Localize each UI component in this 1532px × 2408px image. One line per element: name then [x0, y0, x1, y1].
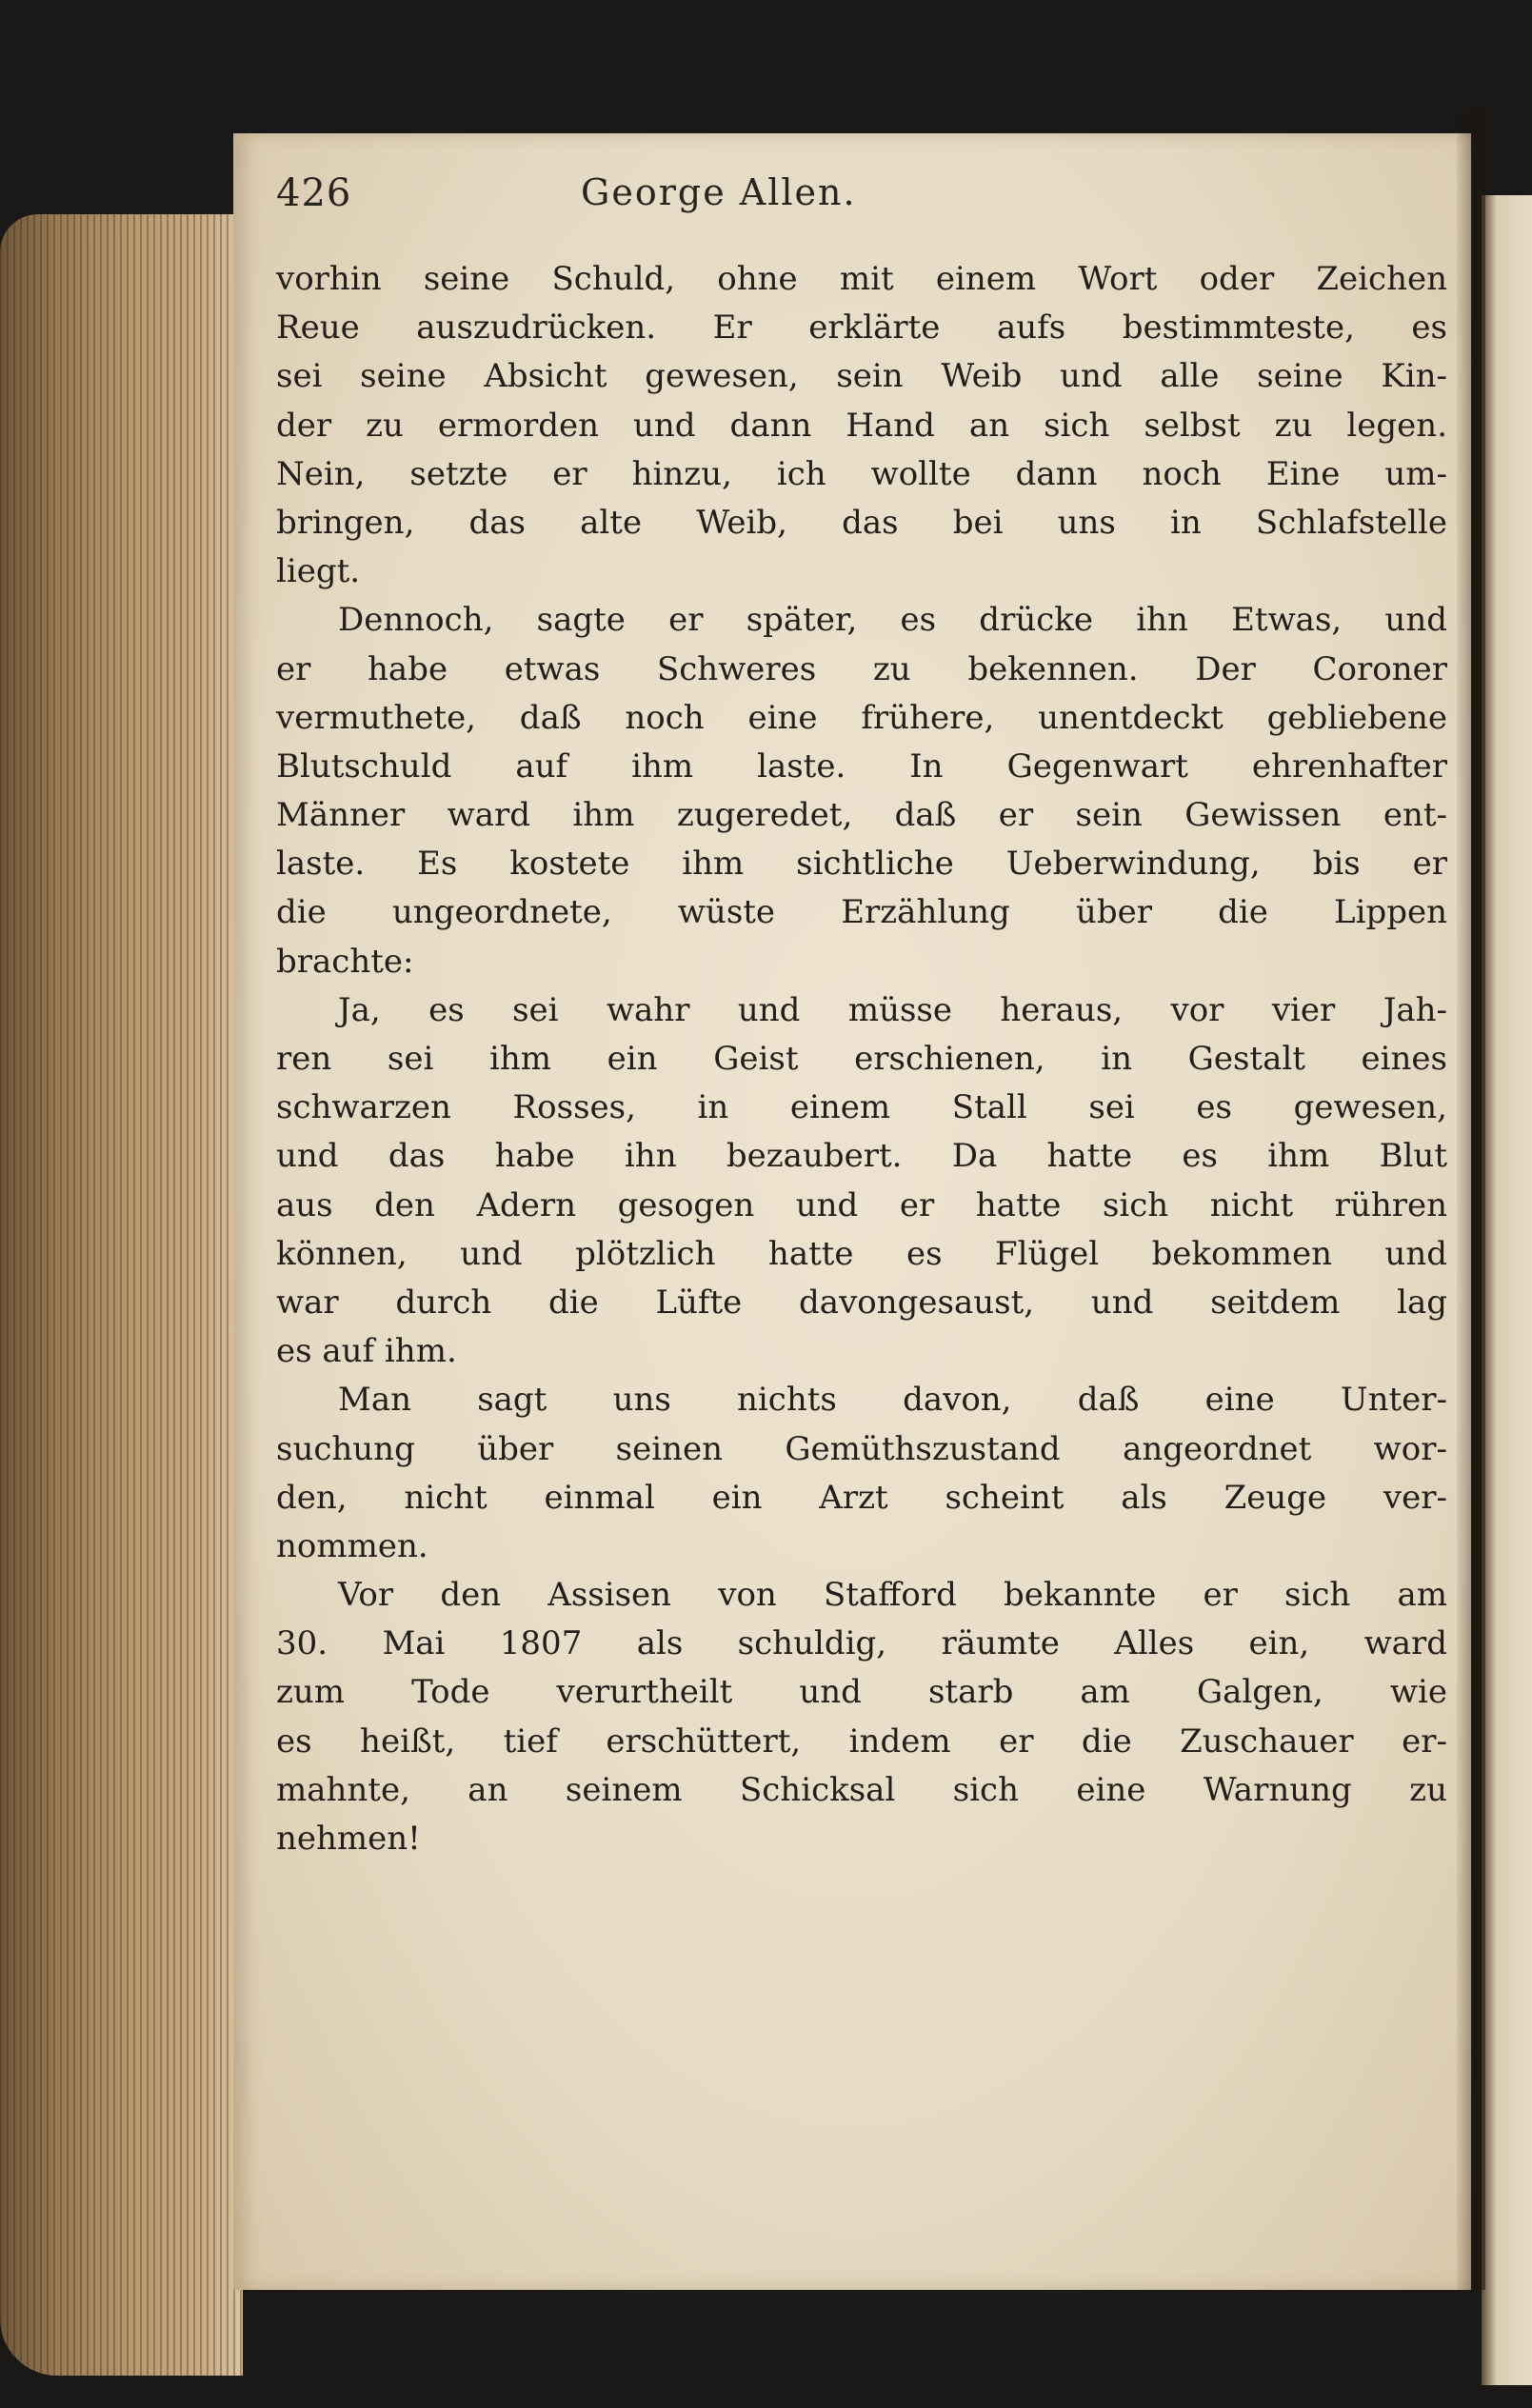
text-line: die ungeordnete, wüste Erzählung über die Lippen [276, 893, 1447, 932]
body-text [276, 255, 1447, 1863]
text-line: können, und plötzlich hatte es Flügel bekommen und [276, 1234, 1447, 1273]
text-line: Nein, setzte er hinzu, ich wollte dann noch Eine um- [276, 454, 1447, 493]
text-line: laste. Es kostete ihm sichtliche Ueberwindung, bis er [276, 845, 1447, 884]
text-line: Männer ward ihm zugeredet, daß er sein Gewissen ent- [276, 796, 1447, 835]
text-line: bringen, das alte Weib, das bei uns in Schlafstelle [276, 503, 1447, 542]
text-line: Blutschuld auf ihm laste. In Gegenwart ehrenhafter [276, 746, 1447, 786]
text-line: ren sei ihm ein Geist erschienen, in Gestalt eines [276, 1040, 1447, 1078]
text-line: mahnte, an seinem Schicksal sich eine Warnung zu [276, 1770, 1447, 1809]
text-line: schwarzen Rosses, in einem Stall sei es gewesen, [276, 1088, 1447, 1127]
text-line: 30. Mai 1807 als schuldig, räumte Alles ein, ward [276, 1624, 1447, 1663]
spine-shadow [1457, 109, 1485, 2290]
running-head [276, 171, 943, 238]
text-line: den, nicht einmal ein Arzt scheint als Zeuge ver- [276, 1478, 1447, 1517]
text-line: nommen. [276, 1526, 428, 1565]
text-line: vermuthete, daß noch eine frühere, unentdeckt gebliebene [276, 698, 1447, 737]
page-edges [0, 214, 243, 2376]
page-number: 426 [276, 171, 352, 215]
text-line: Dennoch, sagte er später, es drücke ihn Etwas, und [338, 601, 1447, 640]
text-line: es auf ihm. [276, 1332, 457, 1371]
text-line: der zu ermorden und dann Hand an sich selbst zu legen. [276, 406, 1447, 445]
text-line: Man sagt uns nichts davon, daß eine Unter- [338, 1381, 1447, 1420]
running-title: George Allen. [581, 171, 857, 213]
facing-page-edge [1482, 195, 1532, 2385]
text-line: sei seine Absicht gewesen, sein Weib und alle seine Kin- [276, 357, 1447, 396]
text-line: zum Tode verurtheilt und starb am Galgen, wie [276, 1673, 1447, 1712]
text-line: es heißt, tief erschüttert, indem er die Zuschauer er- [276, 1721, 1447, 1761]
text-line: Reue auszudrücken. Er erklärte aufs bestimmteste, es [276, 308, 1447, 348]
text-line: brachte: [276, 942, 414, 981]
text-line: nehmen! [276, 1820, 421, 1858]
text-line: Vor den Assisen von Stafford bekannte er sich am [338, 1576, 1447, 1615]
text-line: aus den Adern gesogen und er hatte sich nicht rühren [276, 1185, 1447, 1224]
text-line: vorhin seine Schuld, ohne mit einem Wort oder Zeichen [276, 260, 1447, 298]
text-line: Ja, es sei wahr und müsse heraus, vor vier Jah- [338, 990, 1447, 1029]
text-line: war durch die Lüfte davongesaust, und seitdem lag [276, 1283, 1447, 1322]
text-line: suchung über seinen Gemüthszustand angeordnet wor- [276, 1429, 1447, 1468]
text-line: er habe etwas Schweres zu bekennen. Der Coroner [276, 649, 1447, 688]
text-line: und das habe ihn bezaubert. Da hatte es ihm Blut [276, 1137, 1447, 1176]
text-line: liegt. [276, 552, 361, 591]
